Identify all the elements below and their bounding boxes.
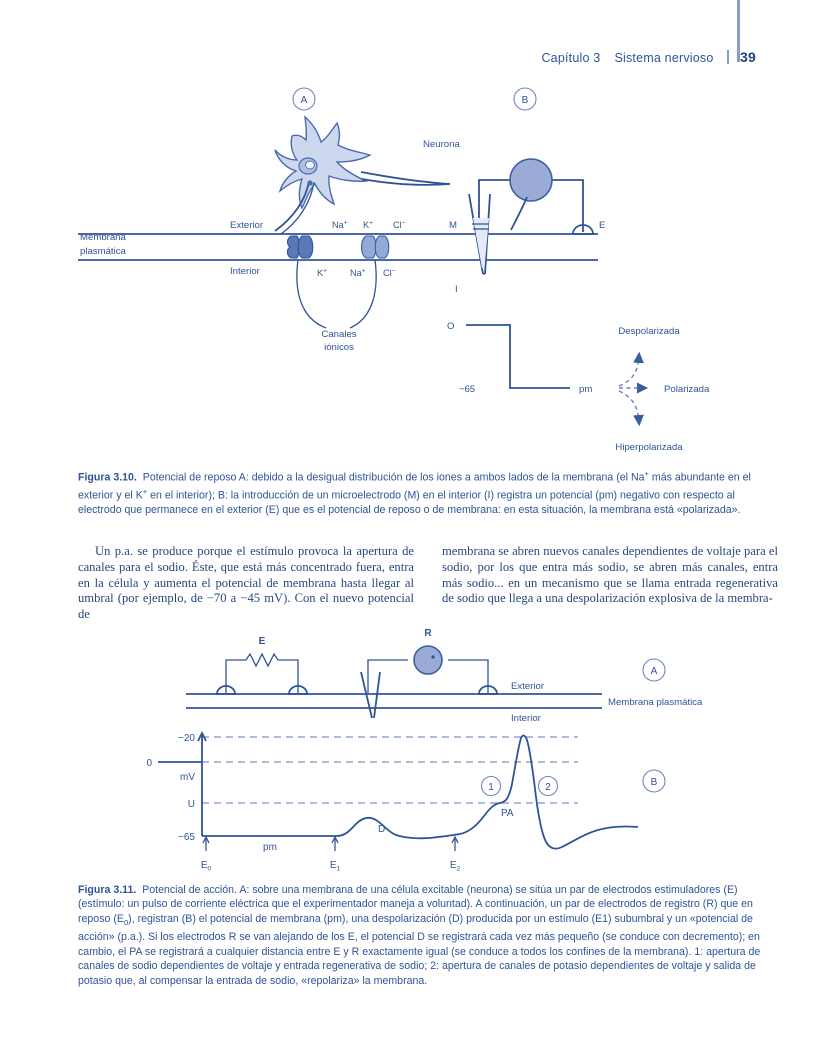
- stimulator-circuit: [217, 654, 307, 694]
- marker-2: [539, 777, 558, 796]
- exterior-label-b: Exterior: [511, 681, 545, 692]
- panel-b-marker: [514, 88, 536, 110]
- neurona-label: Neurona: [423, 139, 460, 150]
- figure-3-10-caption-text-3: en el interior); B: la introducción de un microelectrodo (M) en el interior (I) registra un potencial (pm) negativo con respecto al electrodo que permanece en el exterior (E) que es el potencial de reposo o de membrana: en esta situación, la membrana está «polarizada».: [78, 489, 741, 516]
- panel-a-letter-fig311: A: [650, 666, 658, 677]
- figure-3-10-caption-text-1: Potencial de reposo A: debido a la desigual distribución de los iones a ambos lados de la membrana (el Na: [142, 471, 645, 484]
- ion-label-na-exterior: Na+: [332, 219, 348, 230]
- membrane-potential-trace: [202, 736, 638, 849]
- body-paragraph-right: membrana se abren nuevos canales dependientes de voltaje para el sodio, por los que entra más sodio, se abren más canales, entra más sodio... en un mecanismo que se llama entrada regenerativa de sodio que llega a una despolarización explosiva de la membra-: [442, 544, 778, 606]
- membrana-plasmatica-label: Membrana plasmática: [608, 697, 703, 708]
- running-head-chapter: Capítulo 3: [541, 51, 601, 65]
- figure-3-11-caption-label: Figura 3.11.: [78, 884, 137, 896]
- y-label-zero: 0: [146, 758, 152, 769]
- panel-a-marker: [293, 88, 315, 110]
- neuron-illustration: [275, 117, 450, 234]
- membrana-label-line1: Membrana: [80, 232, 126, 243]
- y-label-minus20: −20: [178, 733, 195, 744]
- membrana-label-line2: plasmática: [80, 246, 126, 257]
- interior-label-b: Interior: [511, 713, 541, 724]
- minus65-label: −65: [458, 384, 476, 395]
- microelectrode-setup: [469, 159, 593, 274]
- hiperpolarizada-label: Hiperpolarizada: [615, 442, 683, 453]
- action-potential-pa-label: PA: [501, 808, 514, 819]
- ion-label-k-interior: K+: [317, 267, 327, 278]
- ion-channel-chloride: [362, 236, 389, 258]
- zero-level-label: O: [447, 321, 455, 332]
- marker-1-label: 1: [488, 782, 494, 793]
- exterior-label: Exterior: [230, 220, 264, 231]
- running-head: [541, 48, 756, 65]
- recorder-r-label: R: [424, 628, 432, 639]
- panel-a-letter: A: [300, 95, 308, 106]
- body-column-right: [442, 544, 778, 623]
- figure-3-11-caption: [78, 883, 778, 988]
- figure-3-11-panel-b-chart: [78, 722, 778, 874]
- hiperpolarizada-arrow: [619, 391, 639, 422]
- external-electrode-e-label: E: [599, 220, 606, 231]
- ion-channel-sodium-potassium: [287, 236, 312, 258]
- running-head-divider: [727, 50, 730, 64]
- marker-2-label: 2: [545, 782, 551, 793]
- despolarizada-arrow: [619, 356, 639, 386]
- interior-label: Interior: [230, 266, 260, 277]
- figure-3-11-caption-text-1: Potencial de acción. A: sobre una membrana de una célula excitable (neurona) se sitúa un par de electrodos estimuladores (E) (estímulo: un pulso de corriente eléctrica que el experimentador maneja a voluntad). A continuación, un par de electrodos de registro (R) que en reposo (E: [78, 884, 753, 925]
- ion-label-cl-exterior: Cl−: [393, 219, 406, 230]
- stimulator-e-label: E: [258, 636, 266, 647]
- figure-3-10-caption-text-2: más abundante en el exterior y el K: [78, 471, 751, 502]
- panel-a-marker-fig311: [643, 659, 665, 681]
- canales-label-line1: Canales: [321, 329, 357, 340]
- body-column-left: [78, 544, 414, 623]
- pm-label-chart: pm: [263, 842, 277, 853]
- figure-3-10-illustration: [78, 78, 778, 460]
- ion-label-na-interior: Na+: [350, 267, 366, 278]
- body-text: [78, 544, 778, 623]
- stimulus-e2-label: $E_2$: [449, 860, 461, 873]
- panel-b-letter: B: [521, 95, 529, 106]
- figure-3-10-caption: Figura 3.10. Potencial de reposo A: debido a la desigual distribución de los iones a ambos lados de la membrana (el Na+ más abundante en el exterior y el K+ en el interior); B: la introducción de un microelectrodo (M) en el interior (I) registra un potencial (pm) negativo con respecto al electrodo que permanece en el exterior (E) que es el potencial de reposo o de membrana: en esta situación, la membrana está «polarizada».: [78, 469, 751, 516]
- stimulus-e1-label: $E_1$: [329, 860, 341, 873]
- y-label-mv: mV: [180, 772, 195, 783]
- figure-3-10-caption-label: Figura 3.10.: [78, 471, 137, 484]
- depolarization-d-label: D: [378, 824, 386, 835]
- polarizada-label: Polarizada: [664, 384, 710, 395]
- ion-label-cl-interior: Cl−: [383, 267, 396, 278]
- body-paragraph-left: Un p.a. se produce porque el estímulo provoca la apertura de canales para el sodio. Éste, que está más concentrado fuera, entra en la célula y aumenta el potencial de membrana hasta llegar al umbral (por ejemplo, de −70 a −45 mV). Con el nuevo potencial de: [78, 544, 414, 622]
- ion-label-k-exterior: K+: [363, 219, 373, 230]
- panel-b-letter-fig311: B: [650, 777, 658, 788]
- despolarizada-label: Despolarizada: [618, 326, 680, 337]
- marker-1: [482, 777, 501, 796]
- interior-i-label: I: [455, 284, 458, 295]
- canales-label-line2: iónicos: [324, 342, 354, 353]
- running-head-title: Sistema nervioso: [614, 51, 714, 65]
- figure-3-11-panel-a: [78, 622, 778, 722]
- figure-3-11-caption-sub: 0: [123, 917, 129, 927]
- pm-label: pm: [579, 384, 593, 395]
- page-number: 39: [740, 49, 756, 65]
- figure-3-11-caption-text-2: ), registran (B) el potencial de membrana (pm), una despolarización (D) producida por un estímulo (E1) subumbral y un «potencial de acción» (p.a.). Si los electrodos R se van alejando de los E, el potencial D se registrará cada vez más pequeño (se conduce con decremento); en cambio, el PA se registrará a cualquier distancia entre E y R exactamente igual (se conduce a todos los confines de la membrana). 1: apertura de canales de sodio dependientes de voltaje y entrada regenerativa de sodio; 2: apertura de canales de potasio dependientes de voltaje y salida de potasio que, al compensar la entrada de sodio, «repolariza» la membrana.: [78, 912, 761, 987]
- stimulus-e0-label: $E_0$: [200, 860, 212, 873]
- microelectrode-m-label: M: [449, 220, 457, 231]
- resting-potential-trace: [466, 325, 570, 388]
- y-label-minus65: −65: [178, 832, 195, 843]
- y-label-threshold: U: [187, 799, 195, 810]
- panel-b-marker-fig311: [643, 770, 665, 792]
